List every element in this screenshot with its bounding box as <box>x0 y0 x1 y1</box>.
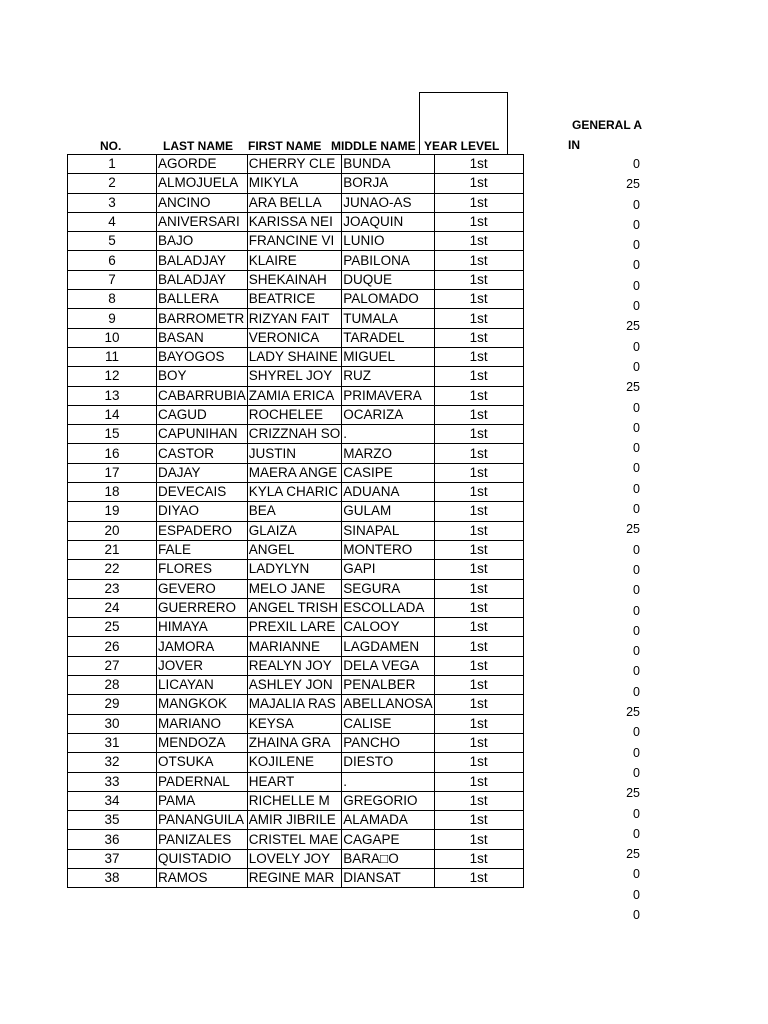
general-average-value: 25 <box>626 319 640 334</box>
cell-no: 7 <box>68 270 157 289</box>
cell-first-name: MAERA ANGE <box>247 463 342 482</box>
cell-first-name: REALYN JOY <box>247 656 342 675</box>
cell-no: 8 <box>68 290 157 309</box>
cell-no: 22 <box>68 560 157 579</box>
general-average-value: 25 <box>626 786 640 801</box>
cell-middle-name: PABILONA <box>342 251 434 270</box>
cell-last-name: BAYOGOS <box>157 347 248 366</box>
table-row <box>68 714 524 733</box>
cell-first-name: SHEKAINAH <box>247 270 342 289</box>
cell-last-name: PAMA <box>157 791 248 810</box>
cell-first-name: JUSTIN <box>247 444 342 463</box>
cell-year-level: 1st <box>434 386 523 405</box>
cell-last-name: FLORES <box>157 560 248 579</box>
cell-first-name: KOJILENE <box>247 753 342 772</box>
cell-first-name: SHYREL JOY <box>247 367 342 386</box>
general-average-subheader: IN <box>568 138 580 152</box>
cell-last-name: PADERNAL <box>157 772 248 791</box>
cell-last-name: JAMORA <box>157 637 248 656</box>
general-average-value: 0 <box>633 542 640 557</box>
cell-middle-name: RUZ <box>342 367 434 386</box>
cell-last-name: HIMAYA <box>157 618 248 637</box>
table-row <box>68 733 524 752</box>
cell-year-level: 1st <box>434 367 523 386</box>
cell-middle-name: ADUANA <box>342 483 434 502</box>
cell-first-name: LOVELY JOY <box>247 849 342 868</box>
table-row <box>68 830 524 849</box>
cell-middle-name: CASIPE <box>342 463 434 482</box>
cell-middle-name: ABELLANOSA <box>342 695 434 714</box>
table-row <box>68 811 524 830</box>
cell-first-name: KYLA CHARIC <box>247 483 342 502</box>
cell-first-name: ROCHELEE <box>247 405 342 424</box>
cell-last-name: BOY <box>157 367 248 386</box>
cell-no: 32 <box>68 753 157 772</box>
cell-last-name: RAMOS <box>157 868 248 887</box>
table-row <box>68 193 524 212</box>
cell-first-name: MARIANNE <box>247 637 342 656</box>
cell-no: 13 <box>68 386 157 405</box>
cell-first-name: CHERRY CLE <box>247 155 342 174</box>
cell-middle-name: JUNAO-AS <box>342 193 434 212</box>
cell-middle-name: DIANSAT <box>342 868 434 887</box>
table-row <box>68 483 524 502</box>
table-row <box>68 521 524 540</box>
general-average-value: 0 <box>633 562 640 577</box>
cell-no: 9 <box>68 309 157 328</box>
cell-first-name: MELO JANE <box>247 579 342 598</box>
roster-body <box>68 155 524 888</box>
cell-middle-name: SEGURA <box>342 579 434 598</box>
cell-year-level: 1st <box>434 618 523 637</box>
cell-first-name: MAJALIA RAS <box>247 695 342 714</box>
header-middle-name: MIDDLE NAME <box>331 139 416 153</box>
cell-middle-name: TARADEL <box>342 328 434 347</box>
cell-last-name: BAJO <box>157 232 248 251</box>
general-average-value: 0 <box>633 664 640 679</box>
cell-first-name: REGINE MAR <box>247 868 342 887</box>
general-average-header: GENERAL A <box>572 118 642 132</box>
cell-year-level: 1st <box>434 695 523 714</box>
table-row <box>68 290 524 309</box>
general-average-value: 0 <box>633 481 640 496</box>
cell-no: 28 <box>68 676 157 695</box>
cell-year-level: 1st <box>434 521 523 540</box>
cell-year-level: 1st <box>434 212 523 231</box>
table-row <box>68 463 524 482</box>
cell-last-name: CAGUD <box>157 405 248 424</box>
cell-year-level: 1st <box>434 444 523 463</box>
cell-first-name: PREXIL LARE <box>247 618 342 637</box>
table-row <box>68 270 524 289</box>
cell-middle-name: GAPI <box>342 560 434 579</box>
cell-no: 14 <box>68 405 157 424</box>
cell-year-level: 1st <box>434 309 523 328</box>
cell-year-level: 1st <box>434 251 523 270</box>
cell-year-level: 1st <box>434 540 523 559</box>
cell-year-level: 1st <box>434 849 523 868</box>
cell-middle-name: TUMALA <box>342 309 434 328</box>
table-row <box>68 425 524 444</box>
cell-year-level: 1st <box>434 637 523 656</box>
cell-middle-name: CAGAPE <box>342 830 434 849</box>
cell-middle-name: LUNIO <box>342 232 434 251</box>
cell-first-name: HEART <box>247 772 342 791</box>
cell-year-level: 1st <box>434 463 523 482</box>
cell-first-name: RIZYAN FAIT <box>247 309 342 328</box>
table-row <box>68 598 524 617</box>
general-average-value: 0 <box>633 765 640 780</box>
cell-year-level: 1st <box>434 270 523 289</box>
cell-last-name: PANIZALES <box>157 830 248 849</box>
cell-last-name: BALLERA <box>157 290 248 309</box>
cell-no: 2 <box>68 174 157 193</box>
cell-no: 35 <box>68 811 157 830</box>
cell-year-level: 1st <box>434 676 523 695</box>
cell-first-name: AMIR JIBRILE <box>247 811 342 830</box>
cell-middle-name: BARA□O <box>342 849 434 868</box>
general-average-value: 0 <box>633 299 640 314</box>
cell-middle-name: BUNDA <box>342 155 434 174</box>
cell-first-name: BEATRICE <box>247 290 342 309</box>
cell-middle-name: OCARIZA <box>342 405 434 424</box>
cell-first-name: CRISTEL MAE <box>247 830 342 849</box>
cell-middle-name: ESCOLLADA <box>342 598 434 617</box>
table-row <box>68 579 524 598</box>
cell-last-name: ESPADERO <box>157 521 248 540</box>
cell-last-name: BARROMETR <box>157 309 248 328</box>
general-average-column <box>508 154 640 925</box>
general-average-value: 0 <box>633 197 640 212</box>
table-row <box>68 637 524 656</box>
cell-last-name: CABARRUBIA <box>157 386 248 405</box>
cell-first-name: BEA <box>247 502 342 521</box>
cell-year-level: 1st <box>434 791 523 810</box>
cell-first-name: LADYLYN <box>247 560 342 579</box>
cell-last-name: GEVERO <box>157 579 248 598</box>
cell-year-level: 1st <box>434 193 523 212</box>
table-row <box>68 868 524 887</box>
cell-year-level: 1st <box>434 405 523 424</box>
cell-no: 16 <box>68 444 157 463</box>
cell-year-level: 1st <box>434 560 523 579</box>
table-row <box>68 560 524 579</box>
cell-no: 1 <box>68 155 157 174</box>
cell-last-name: MARIANO <box>157 714 248 733</box>
cell-no: 27 <box>68 656 157 675</box>
cell-middle-name: BORJA <box>342 174 434 193</box>
cell-last-name: PANANGUILA <box>157 811 248 830</box>
table-row <box>68 212 524 231</box>
cell-middle-name: PALOMADO <box>342 290 434 309</box>
table-row <box>68 367 524 386</box>
table-row <box>68 849 524 868</box>
general-average-value: 0 <box>633 400 640 415</box>
cell-middle-name: ALAMADA <box>342 811 434 830</box>
cell-first-name: ANGEL <box>247 540 342 559</box>
student-roster-table <box>67 154 524 888</box>
cell-year-level: 1st <box>434 232 523 251</box>
cell-middle-name: LAGDAMEN <box>342 637 434 656</box>
cell-last-name: DEVECAIS <box>157 483 248 502</box>
cell-no: 6 <box>68 251 157 270</box>
cell-no: 30 <box>68 714 157 733</box>
cell-last-name: ANCINO <box>157 193 248 212</box>
cell-no: 21 <box>68 540 157 559</box>
table-row <box>68 405 524 424</box>
cell-middle-name: MIGUEL <box>342 347 434 366</box>
cell-first-name: ANGEL TRISH <box>247 598 342 617</box>
cell-middle-name: GREGORIO <box>342 791 434 810</box>
general-average-value: 0 <box>633 157 640 171</box>
cell-middle-name: PRIMAVERA <box>342 386 434 405</box>
cell-last-name: CAPUNIHAN <box>157 425 248 444</box>
cell-last-name: JOVER <box>157 656 248 675</box>
cell-no: 20 <box>68 521 157 540</box>
cell-no: 17 <box>68 463 157 482</box>
cell-first-name: KARISSA NEI <box>247 212 342 231</box>
cell-last-name: MENDOZA <box>157 733 248 752</box>
cell-no: 31 <box>68 733 157 752</box>
general-average-value: 0 <box>633 461 640 476</box>
table-row <box>68 753 524 772</box>
cell-last-name: ANIVERSARI <box>157 212 248 231</box>
general-average-value: 0 <box>633 644 640 659</box>
cell-first-name: RICHELLE M <box>247 791 342 810</box>
table-row <box>68 502 524 521</box>
cell-first-name: MIKYLA <box>247 174 342 193</box>
cell-first-name: CRIZZNAH SO <box>247 425 342 444</box>
cell-middle-name: PANCHO <box>342 733 434 752</box>
general-average-value: 0 <box>633 502 640 517</box>
cell-last-name: FALE <box>157 540 248 559</box>
general-average-value: 0 <box>633 826 640 841</box>
cell-no: 34 <box>68 791 157 810</box>
cell-middle-name: CALISE <box>342 714 434 733</box>
cell-year-level: 1st <box>434 868 523 887</box>
cell-middle-name: DUQUE <box>342 270 434 289</box>
table-row <box>68 386 524 405</box>
cell-first-name: VERONICA <box>247 328 342 347</box>
general-average-value: 0 <box>633 887 640 902</box>
cell-no: 12 <box>68 367 157 386</box>
table-row <box>68 656 524 675</box>
cell-year-level: 1st <box>434 753 523 772</box>
general-average-value: 0 <box>633 441 640 456</box>
cell-first-name: ZHAINA GRA <box>247 733 342 752</box>
table-row <box>68 444 524 463</box>
cell-year-level: 1st <box>434 483 523 502</box>
cell-middle-name: DIESTO <box>342 753 434 772</box>
cell-year-level: 1st <box>434 579 523 598</box>
cell-no: 26 <box>68 637 157 656</box>
cell-first-name: KLAIRE <box>247 251 342 270</box>
cell-middle-name: MONTERO <box>342 540 434 559</box>
cell-no: 24 <box>68 598 157 617</box>
table-row <box>68 309 524 328</box>
cell-last-name: DIYAO <box>157 502 248 521</box>
cell-no: 33 <box>68 772 157 791</box>
cell-year-level: 1st <box>434 714 523 733</box>
general-average-value: 0 <box>633 725 640 740</box>
cell-last-name: GUERRERO <box>157 598 248 617</box>
cell-year-level: 1st <box>434 174 523 193</box>
cell-last-name: BALADJAY <box>157 251 248 270</box>
cell-year-level: 1st <box>434 328 523 347</box>
table-row <box>68 695 524 714</box>
cell-year-level: 1st <box>434 772 523 791</box>
cell-last-name: BASAN <box>157 328 248 347</box>
cell-last-name: ALMOJUELA <box>157 174 248 193</box>
cell-first-name: ASHLEY JON <box>247 676 342 695</box>
cell-no: 18 <box>68 483 157 502</box>
cell-no: 37 <box>68 849 157 868</box>
cell-first-name: FRANCINE VI <box>247 232 342 251</box>
cell-last-name: DAJAY <box>157 463 248 482</box>
cell-first-name: KEYSA <box>247 714 342 733</box>
cell-last-name: OTSUKA <box>157 753 248 772</box>
cell-no: 10 <box>68 328 157 347</box>
table-row <box>68 174 524 193</box>
cell-last-name: QUISTADIO <box>157 849 248 868</box>
table-row <box>68 251 524 270</box>
cell-no: 23 <box>68 579 157 598</box>
cell-year-level: 1st <box>434 425 523 444</box>
table-row <box>68 155 524 174</box>
general-average-value: 0 <box>633 623 640 638</box>
general-average-value: 25 <box>626 177 640 192</box>
cell-year-level: 1st <box>434 733 523 752</box>
cell-middle-name: PENALBER <box>342 676 434 695</box>
general-average-value: 0 <box>633 745 640 760</box>
cell-no: 38 <box>68 868 157 887</box>
table-row <box>68 791 524 810</box>
cell-no: 36 <box>68 830 157 849</box>
cell-middle-name: CALOOY <box>342 618 434 637</box>
table-row <box>68 540 524 559</box>
general-average-value: 0 <box>633 684 640 699</box>
general-average-value: 0 <box>633 359 640 374</box>
header-no: NO. <box>100 139 122 153</box>
general-average-value: 25 <box>626 380 640 395</box>
table-row <box>68 232 524 251</box>
cell-no: 29 <box>68 695 157 714</box>
cell-last-name: MANGKOK <box>157 695 248 714</box>
table-row <box>68 618 524 637</box>
cell-middle-name: . <box>342 772 434 791</box>
cell-last-name: AGORDE <box>157 155 248 174</box>
cell-no: 5 <box>68 232 157 251</box>
general-average-value: 0 <box>633 907 640 922</box>
table-row <box>68 347 524 366</box>
general-average-value: 0 <box>633 867 640 882</box>
cell-year-level: 1st <box>434 502 523 521</box>
cell-last-name: BALADJAY <box>157 270 248 289</box>
general-average-value: 0 <box>633 217 640 232</box>
cell-middle-name: DELA VEGA <box>342 656 434 675</box>
cell-year-level: 1st <box>434 290 523 309</box>
header-year-level: YEAR LEVEL <box>424 139 500 153</box>
cell-middle-name: JOAQUIN <box>342 212 434 231</box>
cell-no: 4 <box>68 212 157 231</box>
cell-year-level: 1st <box>434 830 523 849</box>
cell-year-level: 1st <box>434 155 523 174</box>
cell-year-level: 1st <box>434 811 523 830</box>
general-average-value: 0 <box>633 258 640 273</box>
general-average-value: 0 <box>633 603 640 618</box>
header-last-name: LAST NAME <box>163 139 233 153</box>
cell-first-name: LADY SHAINE <box>247 347 342 366</box>
general-average-value: 25 <box>626 847 640 862</box>
general-average-value: 25 <box>626 522 640 537</box>
table-row <box>68 328 524 347</box>
table-row <box>68 772 524 791</box>
general-average-value: 0 <box>633 583 640 598</box>
cell-no: 15 <box>68 425 157 444</box>
general-average-value: 0 <box>633 278 640 293</box>
cell-middle-name: GULAM <box>342 502 434 521</box>
table-row <box>68 676 524 695</box>
cell-middle-name: SINAPAL <box>342 521 434 540</box>
header-first-name: FIRST NAME <box>248 139 322 153</box>
general-average-value: 0 <box>633 339 640 354</box>
cell-no: 11 <box>68 347 157 366</box>
cell-no: 19 <box>68 502 157 521</box>
cell-year-level: 1st <box>434 598 523 617</box>
general-average-value: 0 <box>633 420 640 435</box>
cell-no: 3 <box>68 193 157 212</box>
cell-year-level: 1st <box>434 347 523 366</box>
general-average-value: 0 <box>633 806 640 821</box>
cell-first-name: ZAMIA ERICA <box>247 386 342 405</box>
general-average-value: 0 <box>633 238 640 253</box>
cell-last-name: CASTOR <box>157 444 248 463</box>
cell-middle-name: MARZO <box>342 444 434 463</box>
cell-last-name: LICAYAN <box>157 676 248 695</box>
cell-first-name: GLAIZA <box>247 521 342 540</box>
cell-first-name: ARA BELLA <box>247 193 342 212</box>
cell-middle-name: . <box>342 425 434 444</box>
cell-no: 25 <box>68 618 157 637</box>
cell-year-level: 1st <box>434 656 523 675</box>
general-average-value: 25 <box>626 705 640 720</box>
